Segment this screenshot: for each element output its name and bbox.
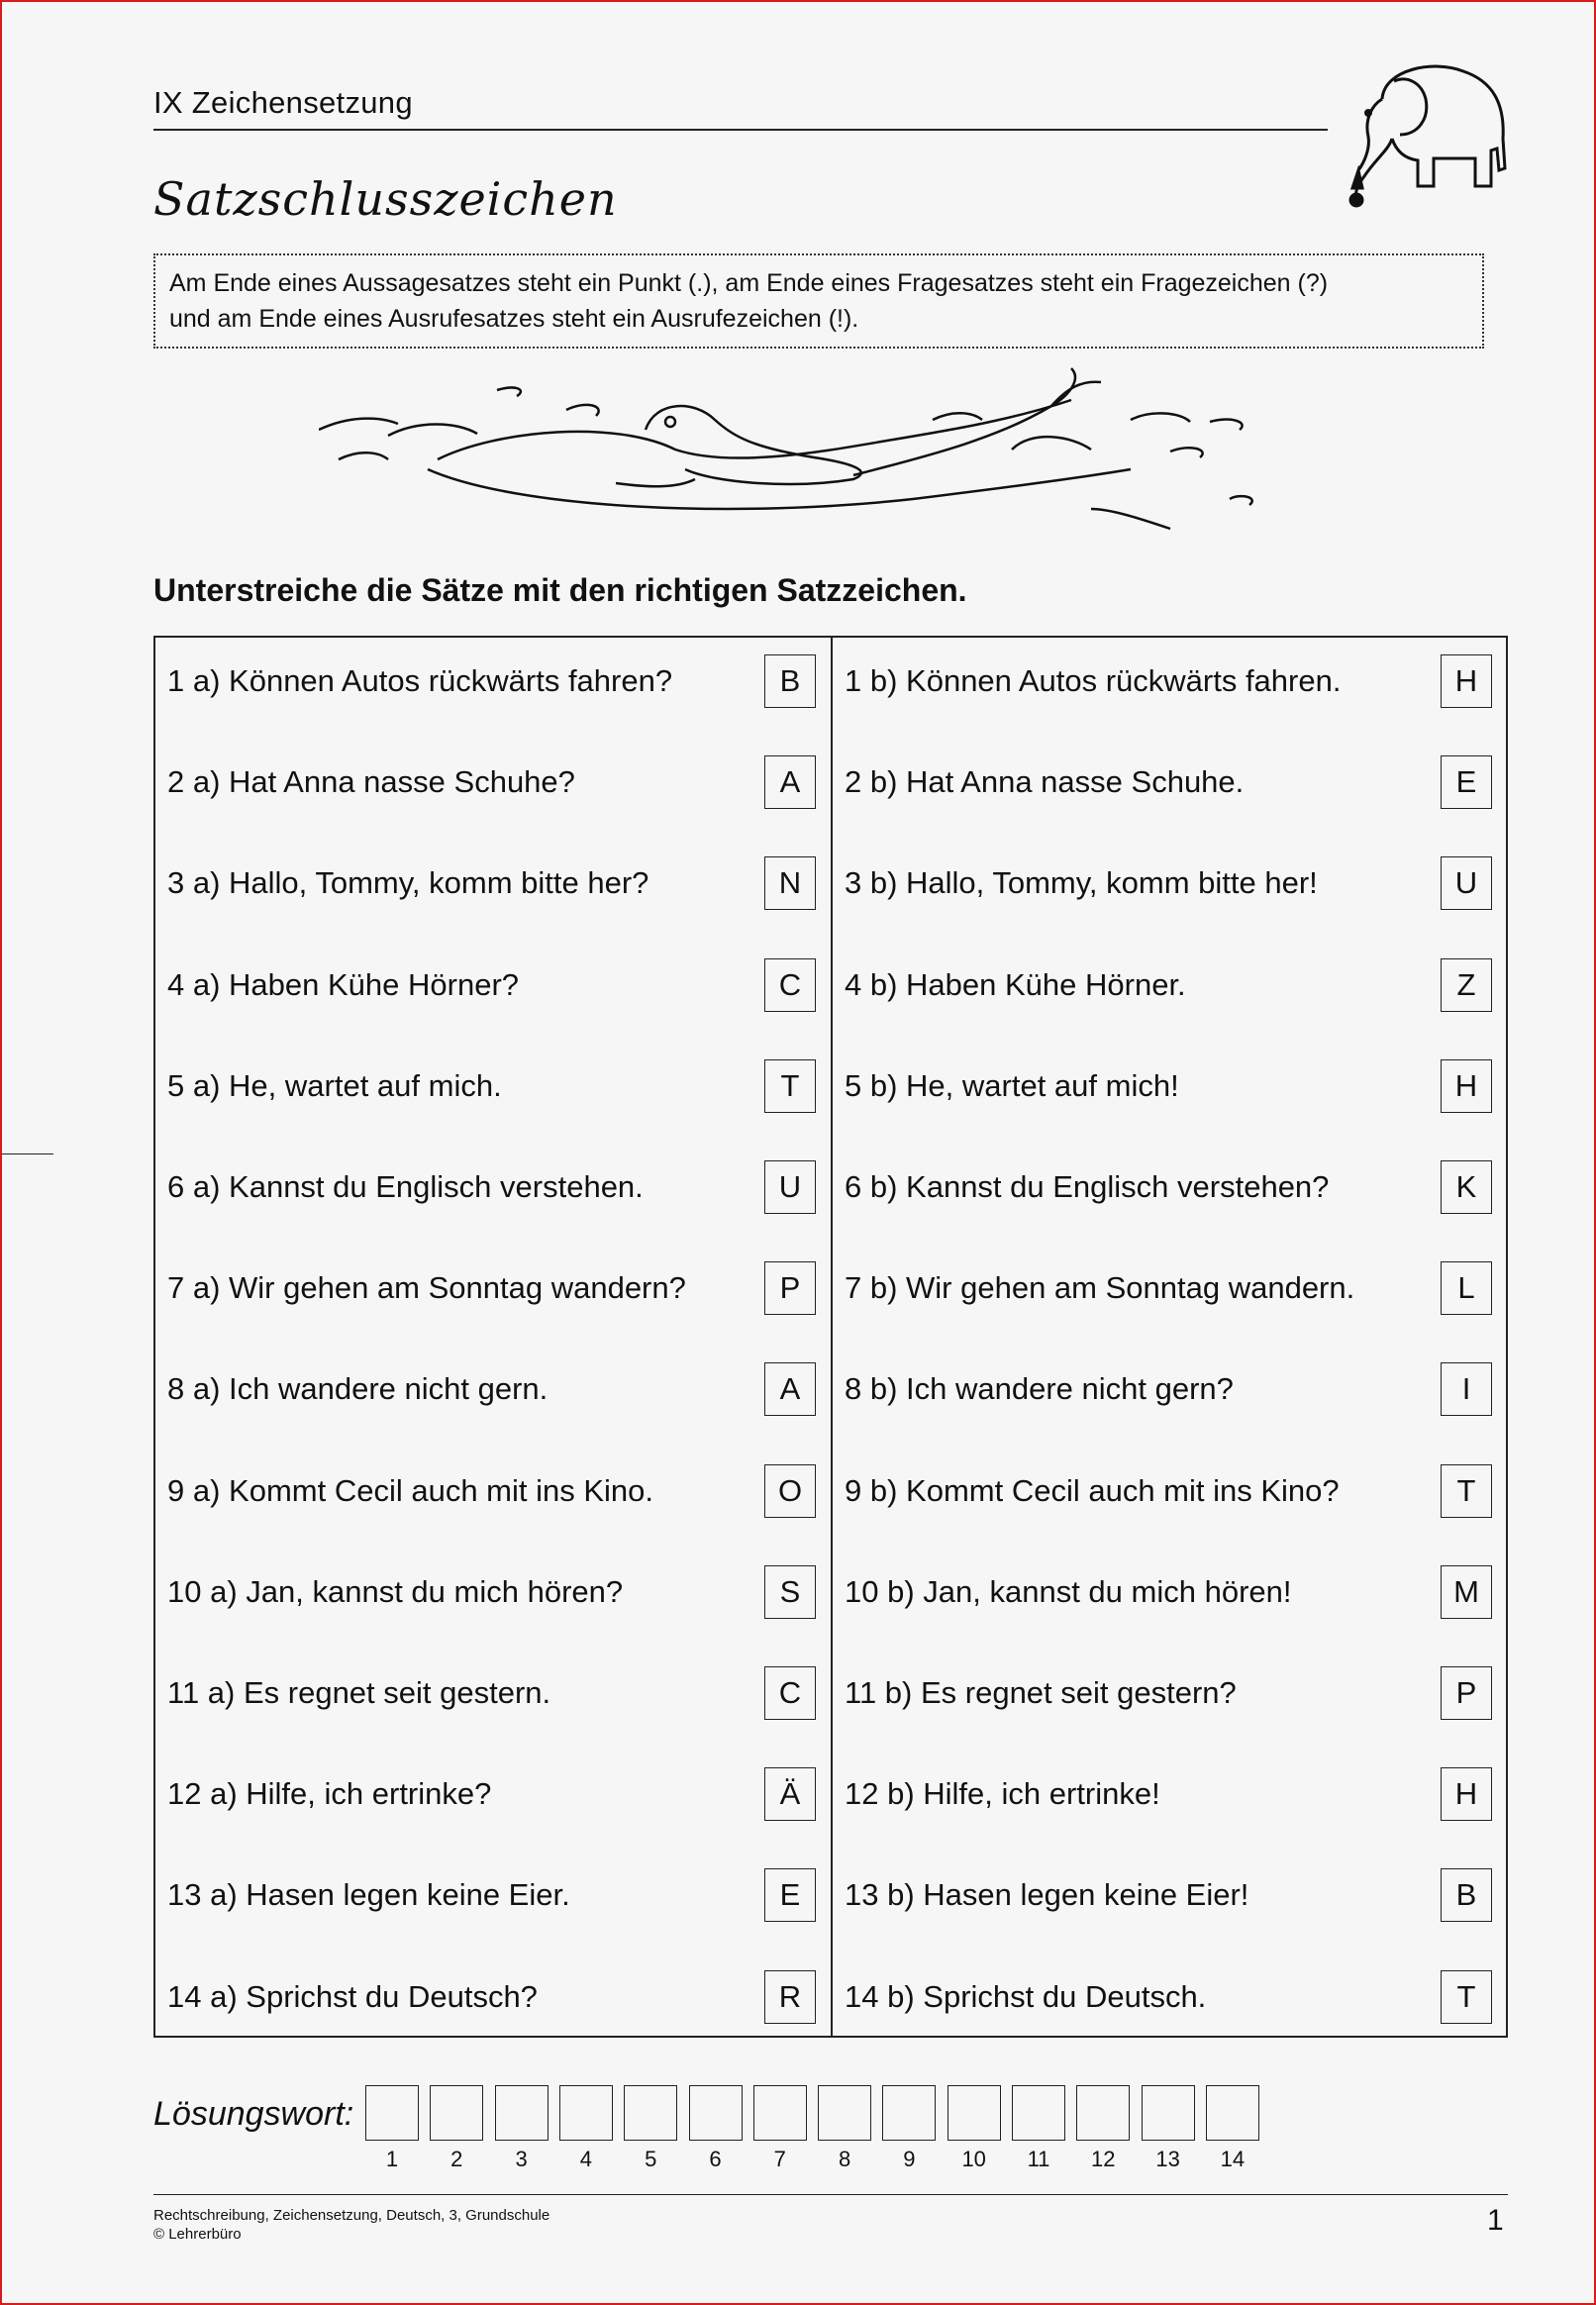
left-sentence-text[interactable]: 5 a) He, wartet auf mich. <box>167 1067 502 1103</box>
right-sentence-text[interactable]: 9 b) Kommt Cecil auch mit ins Kino? <box>845 1472 1340 1508</box>
right-letter-box: H <box>1441 1059 1492 1113</box>
left-sentence-row[interactable] <box>167 1865 570 1925</box>
left-sentence-text[interactable]: 11 a) Es regnet seit gestern. <box>167 1675 551 1710</box>
solution-box-number: 9 <box>903 2147 916 2171</box>
left-letter-box: U <box>764 1160 816 1214</box>
rule-line-2: und am Ende eines Ausrufesatzes steht ein Ausrufezeichen (!). <box>169 305 859 333</box>
left-letter-box: A <box>764 755 816 809</box>
right-sentence-text[interactable]: 5 b) He, wartet auf mich! <box>845 1067 1179 1103</box>
solution-label: Lösungswort: <box>153 2095 354 2133</box>
right-sentence-text[interactable]: 7 b) Wir gehen am Sonntag wandern. <box>845 1270 1355 1306</box>
left-sentence-text[interactable]: 7 a) Wir gehen am Sonntag wandern? <box>167 1270 686 1306</box>
left-sentence-row[interactable] <box>167 1056 502 1116</box>
rule-line-1: Am Ende eines Aussagesatzes steht ein Punkt (.), am Ende eines Fragesatzes steht ein Fragezeichen (?) <box>169 269 1329 297</box>
grid-divider <box>831 638 833 2036</box>
right-letter-box: T <box>1441 1464 1492 1518</box>
solution-letter-box[interactable] <box>948 2085 1001 2141</box>
right-letter-box: Z <box>1441 958 1492 1012</box>
left-sentence-row[interactable] <box>167 1359 548 1419</box>
solution-letter-box[interactable] <box>882 2085 936 2141</box>
solution-box-number: 1 <box>385 2147 399 2171</box>
solution-letter-box[interactable] <box>1076 2085 1130 2141</box>
left-letter-box: P <box>764 1261 816 1315</box>
right-sentence-row[interactable] <box>845 1764 1160 1824</box>
right-letter-box: B <box>1441 1868 1492 1922</box>
left-letter-box: O <box>764 1464 816 1518</box>
left-letter-box: C <box>764 958 816 1012</box>
left-sentence-row[interactable] <box>167 1258 686 1318</box>
solution-letter-box[interactable] <box>495 2085 549 2141</box>
right-sentence-row[interactable] <box>845 1157 1329 1217</box>
left-sentence-row[interactable] <box>167 1764 491 1824</box>
exercise-instruction: Unterstreiche die Sätze mit den richtigen Satzzeichen. <box>153 572 967 608</box>
left-sentence-text[interactable]: 12 a) Hilfe, ich ertrinke? <box>167 1776 492 1812</box>
right-letter-box: L <box>1441 1261 1492 1315</box>
right-letter-box: T <box>1441 1970 1492 2024</box>
solution-box-number: 14 <box>1220 2147 1246 2171</box>
sentence-grid <box>153 636 1508 2038</box>
right-letter-box: P <box>1441 1666 1492 1720</box>
left-letter-box: E <box>764 1868 816 1922</box>
left-sentence-text[interactable]: 3 a) Hallo, Tommy, komm bitte her? <box>167 865 649 901</box>
solution-letter-box[interactable] <box>430 2085 483 2141</box>
solution-box-number: 10 <box>961 2147 986 2171</box>
right-sentence-text[interactable]: 12 b) Hilfe, ich ertrinke! <box>845 1776 1160 1812</box>
solution-box-number: 12 <box>1091 2147 1116 2171</box>
right-letter-box: H <box>1441 1767 1492 1821</box>
left-letter-box: B <box>764 654 816 708</box>
left-letter-box: T <box>764 1059 816 1113</box>
solution-box-number: 2 <box>450 2147 463 2171</box>
solution-box-number: 13 <box>1155 2147 1180 2171</box>
left-sentence-text[interactable]: 1 a) Können Autos rückwärts fahren? <box>167 663 673 698</box>
chapter-rule <box>153 129 1328 131</box>
solution-letter-box[interactable] <box>1012 2085 1065 2141</box>
right-sentence-row[interactable] <box>845 1967 1206 2027</box>
solution-letter-box[interactable] <box>1206 2085 1259 2141</box>
left-letter-box: S <box>764 1565 816 1619</box>
right-sentence-text[interactable]: 13 b) Hasen legen keine Eier! <box>845 1877 1249 1913</box>
left-sentence-text[interactable]: 2 a) Hat Anna nasse Schuhe? <box>167 764 575 800</box>
footer-line-1: Rechtschreibung, Zeichensetzung, Deutsch, 3, Grundschule <box>153 2207 550 2224</box>
elephant-illustration <box>1335 59 1509 214</box>
right-sentence-row[interactable] <box>845 1663 1237 1723</box>
page-title: Satzschlusszeichen <box>153 172 618 226</box>
right-sentence-text[interactable]: 8 b) Ich wandere nicht gern? <box>845 1371 1234 1407</box>
right-sentence-row[interactable] <box>845 752 1244 812</box>
solution-box-number: 11 <box>1027 2147 1050 2171</box>
solution-box-number: 7 <box>773 2147 786 2171</box>
left-sentence-text[interactable]: 6 a) Kannst du Englisch verstehen. <box>167 1169 644 1204</box>
right-sentence-text[interactable]: 4 b) Haben Kühe Hörner. <box>845 966 1186 1002</box>
chapter-heading: IX Zeichensetzung <box>153 85 413 120</box>
solution-box-number: 4 <box>579 2147 593 2171</box>
right-sentence-text[interactable]: 14 b) Sprichst du Deutsch. <box>845 1978 1207 2014</box>
left-sentence-text[interactable]: 9 a) Kommt Cecil auch mit ins Kino. <box>167 1472 654 1508</box>
left-sentence-text[interactable]: 10 a) Jan, kannst du mich hören? <box>167 1573 624 1609</box>
right-sentence-row[interactable] <box>845 1258 1354 1318</box>
right-letter-box: E <box>1441 755 1492 809</box>
solution-box-number: 8 <box>838 2147 851 2171</box>
right-letter-box: K <box>1441 1160 1492 1214</box>
right-sentence-text[interactable]: 11 b) Es regnet seit gestern? <box>845 1675 1237 1710</box>
right-sentence-text[interactable]: 1 b) Können Autos rückwärts fahren. <box>845 663 1342 698</box>
right-letter-box: H <box>1441 654 1492 708</box>
solution-letter-box[interactable] <box>624 2085 677 2141</box>
solution-box-number: 5 <box>645 2147 657 2171</box>
right-sentence-text[interactable]: 6 b) Kannst du Englisch verstehen? <box>845 1169 1330 1204</box>
solution-letter-box[interactable] <box>1142 2085 1195 2141</box>
left-sentence-row[interactable] <box>167 651 672 711</box>
left-letter-box: Ä <box>764 1767 816 1821</box>
right-sentence-row[interactable] <box>845 1865 1248 1925</box>
right-sentence-row[interactable] <box>845 1056 1179 1116</box>
left-sentence-row[interactable] <box>167 1157 644 1217</box>
right-sentence-text[interactable]: 3 b) Hallo, Tommy, komm bitte her! <box>845 865 1318 901</box>
left-sentence-text[interactable]: 14 a) Sprichst du Deutsch? <box>167 1978 538 2014</box>
solution-letter-box[interactable] <box>753 2085 807 2141</box>
left-sentence-row[interactable] <box>167 1967 538 2027</box>
solution-letter-box[interactable] <box>365 2085 419 2141</box>
rule-box <box>153 253 1484 349</box>
page-number: 1 <box>1487 2204 1504 2237</box>
solution-letter-box[interactable] <box>689 2085 743 2141</box>
left-sentence-row[interactable] <box>167 1562 623 1622</box>
left-sentence-row[interactable] <box>167 752 575 812</box>
right-sentence-text[interactable]: 2 b) Hat Anna nasse Schuhe. <box>845 764 1245 800</box>
solution-letter-box[interactable] <box>818 2085 871 2141</box>
left-sentence-text[interactable]: 8 a) Ich wandere nicht gern. <box>167 1371 549 1407</box>
left-sentence-text[interactable]: 13 a) Hasen legen keine Eier. <box>167 1877 570 1913</box>
left-letter-box: N <box>764 856 816 910</box>
right-sentence-row[interactable] <box>845 651 1341 711</box>
left-letter-box: A <box>764 1362 816 1416</box>
right-sentence-row[interactable] <box>845 1359 1234 1419</box>
solution-letter-box[interactable] <box>559 2085 613 2141</box>
right-letter-box: I <box>1441 1362 1492 1416</box>
left-letter-box: C <box>764 1666 816 1720</box>
left-sentence-row[interactable] <box>167 1663 550 1723</box>
right-letter-box: M <box>1441 1565 1492 1619</box>
right-sentence-row[interactable] <box>845 955 1186 1015</box>
right-sentence-text[interactable]: 10 b) Jan, kannst du mich hören! <box>845 1573 1292 1609</box>
left-sentence-text[interactable]: 4 a) Haben Kühe Hörner? <box>167 966 520 1002</box>
right-sentence-row[interactable] <box>845 1562 1291 1622</box>
solution-box-number: 3 <box>515 2147 528 2171</box>
left-sentence-row[interactable] <box>167 955 519 1015</box>
left-letter-box: R <box>764 1970 816 2024</box>
solution-box-number: 6 <box>709 2147 722 2171</box>
right-letter-box: U <box>1441 856 1492 910</box>
left-sentence-row[interactable] <box>167 1461 653 1521</box>
right-sentence-row[interactable] <box>845 1461 1340 1521</box>
footer-text <box>153 2206 549 2244</box>
swimming-frog-illustration <box>319 360 1289 539</box>
footer-rule <box>153 2194 1508 2195</box>
right-sentence-row[interactable] <box>845 853 1318 913</box>
footer-line-2: © Lehrerbüro <box>153 2226 242 2243</box>
left-sentence-row[interactable] <box>167 853 648 913</box>
margin-mark <box>2 1153 53 1154</box>
